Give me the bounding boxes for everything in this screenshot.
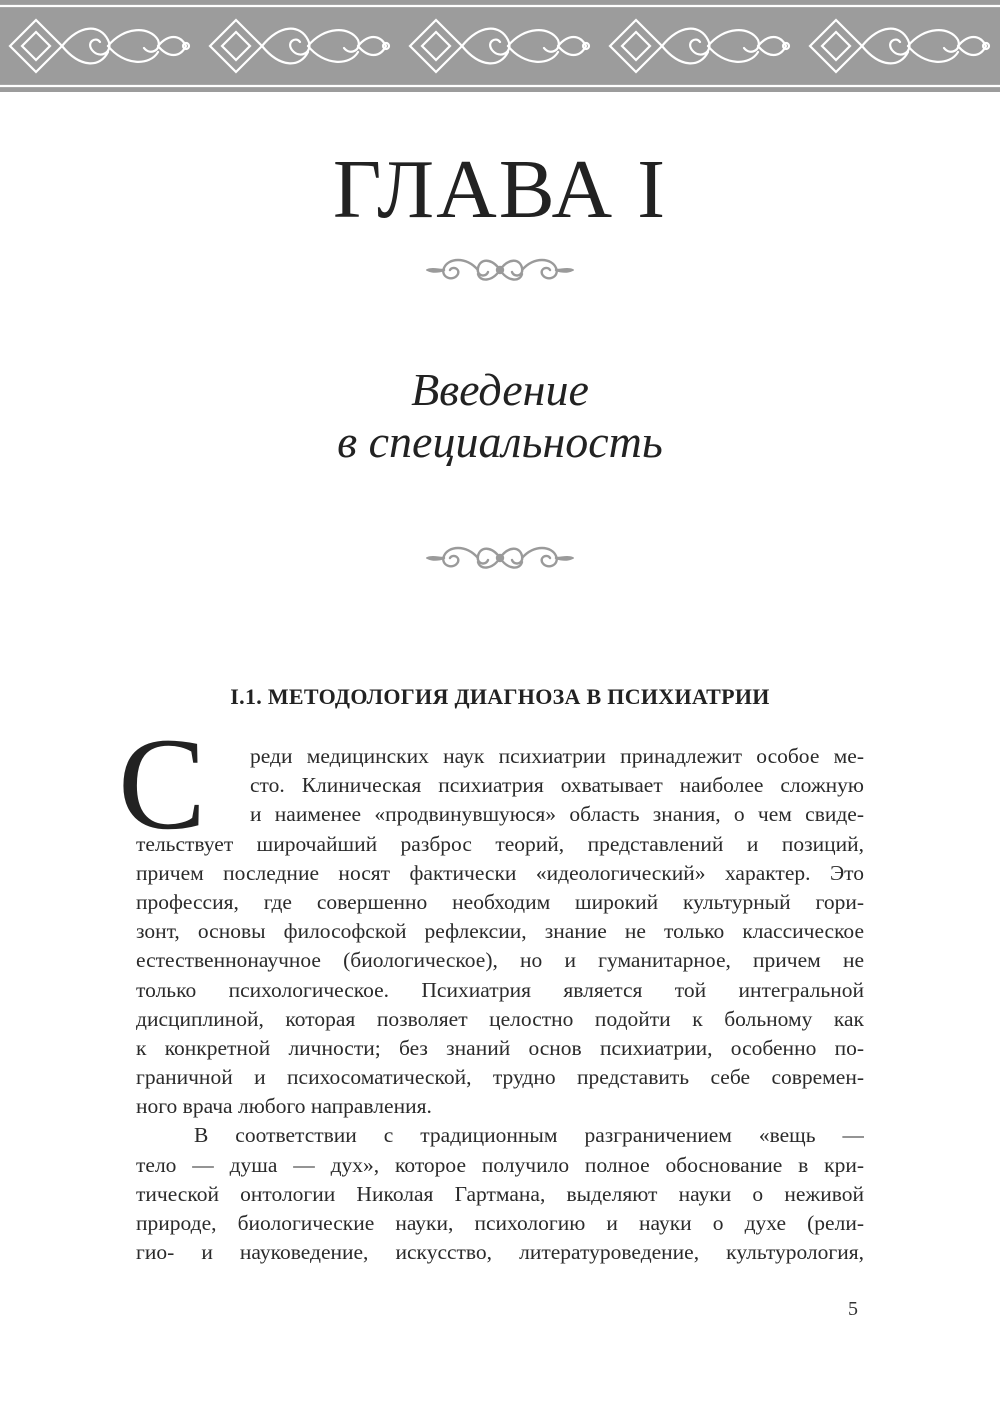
text-line: реди медицинских наук психиатрии принадлежит особое ме- <box>250 744 864 768</box>
text-line: причем последние носят фактически «идеологический» характер. Это <box>136 860 864 885</box>
page-number: 5 <box>848 1298 858 1320</box>
text-line: тельствует широчайший разброс теорий, представлений и позиций, <box>136 831 864 856</box>
text-line: В соответствии с традиционным разграничением «вещь — <box>194 1123 864 1148</box>
text-line: сто. Клиническая психиатрия охватывает наиболее сложную <box>250 773 864 798</box>
text-line: природе, биологические науки, психологию и науки о духе (рели- <box>136 1211 864 1235</box>
text-line: профессия, где совершенно необходим широкий культурный гори- <box>136 889 864 914</box>
text-line: граничной и психосоматической, трудно представить себе современ- <box>136 1065 864 1090</box>
section-heading: I.1. МЕТОДОЛОГИЯ ДИАГНОЗА В ПСИХИАТРИИ <box>230 684 770 709</box>
chapter-subtitle-line1: Введение <box>411 364 589 415</box>
flourish-ornament-icon <box>426 250 574 290</box>
drop-cap: С <box>118 710 207 857</box>
body-text <box>136 742 864 1267</box>
text-line: тической онтологии Николая Гартмана, выделяют науки о неживой <box>136 1181 864 1206</box>
ornamental-border-pattern <box>0 0 1000 92</box>
text-line: тело — душа — дух», которое получило полное обоснование в кри- <box>136 1152 864 1177</box>
chapter-title: ГЛАВА I <box>332 143 668 236</box>
text-line: ного врача любого направления. <box>136 1094 432 1119</box>
chapter-subtitle-line2: в специальность <box>337 416 663 467</box>
text-line: гио- и науковедение, искусство, литературоведение, культурология, <box>136 1240 864 1265</box>
text-line: естественнонаучное (биологическое), но и гуманитарное, причем не <box>136 948 864 973</box>
decorative-top-border <box>0 0 1000 92</box>
flourish-ornament-icon <box>426 538 574 578</box>
text-line: зонт, основы философской рефлексии, знание не только классическое <box>136 919 864 944</box>
text-line: к конкретной личности; без знаний основ психиатрии, особенно по- <box>136 1035 864 1060</box>
text-line: и наименее «продвинувшуюся» область знания, о чем свиде- <box>250 802 864 827</box>
text-line: только психологическое. Психиатрия является той интегральной <box>136 977 864 1002</box>
text-line: дисциплиной, которая позволяет целостно подойти к больному как <box>136 1006 864 1031</box>
